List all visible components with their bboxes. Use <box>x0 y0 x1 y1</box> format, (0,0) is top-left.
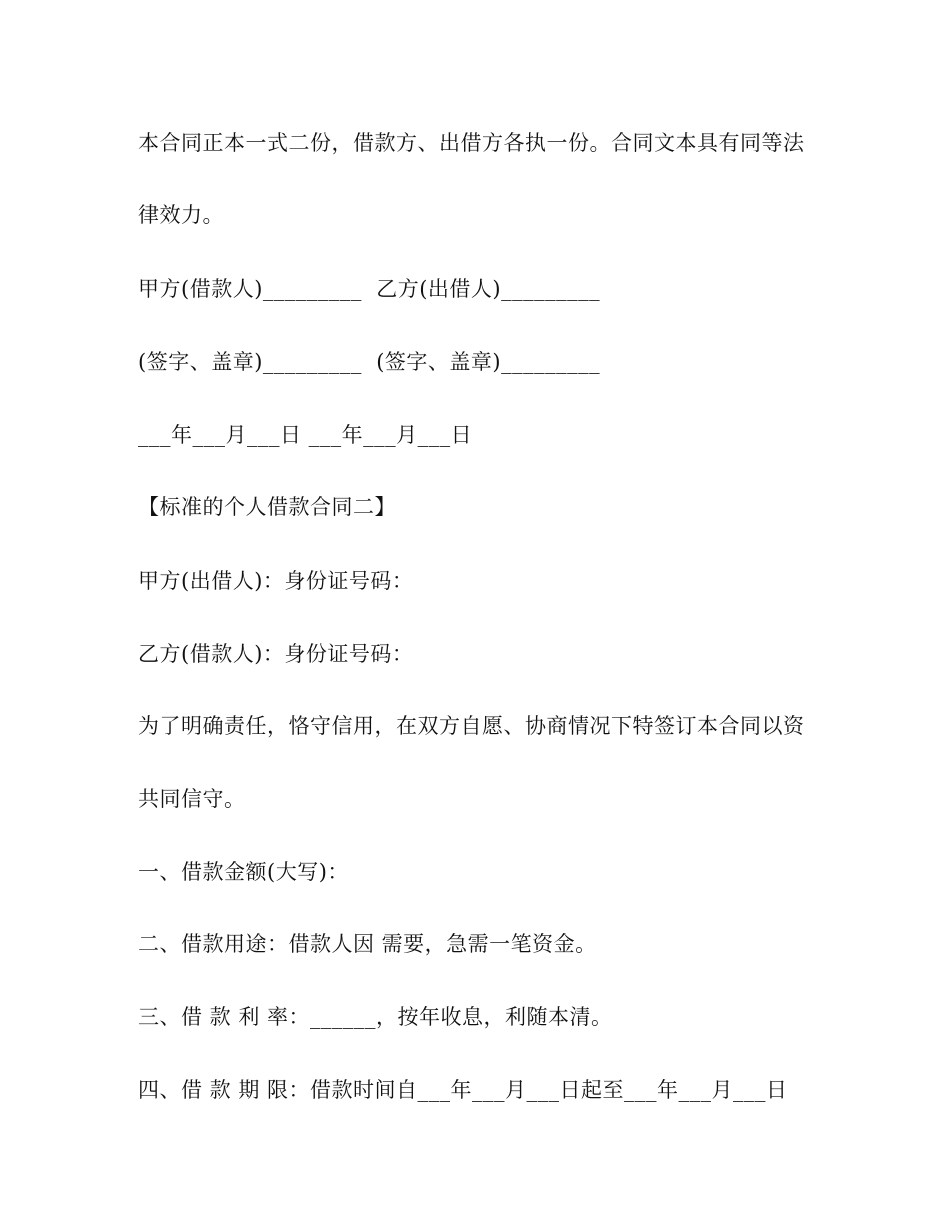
signature-party-line: 甲方(借款人)_________ 乙方(出借人)_________ <box>138 277 601 301</box>
paragraph-copies-line-1: 本合同正本一式二份，借款方、出借方各执一份。合同文本具有同等法 <box>138 131 805 155</box>
preamble-line-2: 共同信守。 <box>138 787 246 811</box>
clause-term: 四、借 款 期 限：借款时间自___年___月___日起至___年___月___日 <box>138 1078 788 1102</box>
clause-interest-rate: 三、借 款 利 率：______，按年收息，利随本清。 <box>138 1005 613 1029</box>
section-heading: 【标准的个人借款合同二】 <box>138 495 396 519</box>
signature-date-line: ___年___月___日 ___年___月___日 <box>138 423 473 447</box>
preamble-line-1: 为了明确责任，恪守信用，在双方自愿、协商情况下特签订本合同以资 <box>138 714 805 738</box>
clause-purpose: 二、借款用途：借款人因 需要，急需一笔资金。 <box>138 932 597 956</box>
signature-seal-line: (签字、盖章)_________ (签字、盖章)_________ <box>138 350 601 374</box>
party-a-line: 甲方(出借人)：身份证号码： <box>138 569 414 593</box>
clause-amount: 一、借款金额(大写)： <box>138 860 349 884</box>
paragraph-copies-line-2: 律效力。 <box>138 203 224 227</box>
party-b-line: 乙方(借款人)：身份证号码： <box>138 642 414 666</box>
